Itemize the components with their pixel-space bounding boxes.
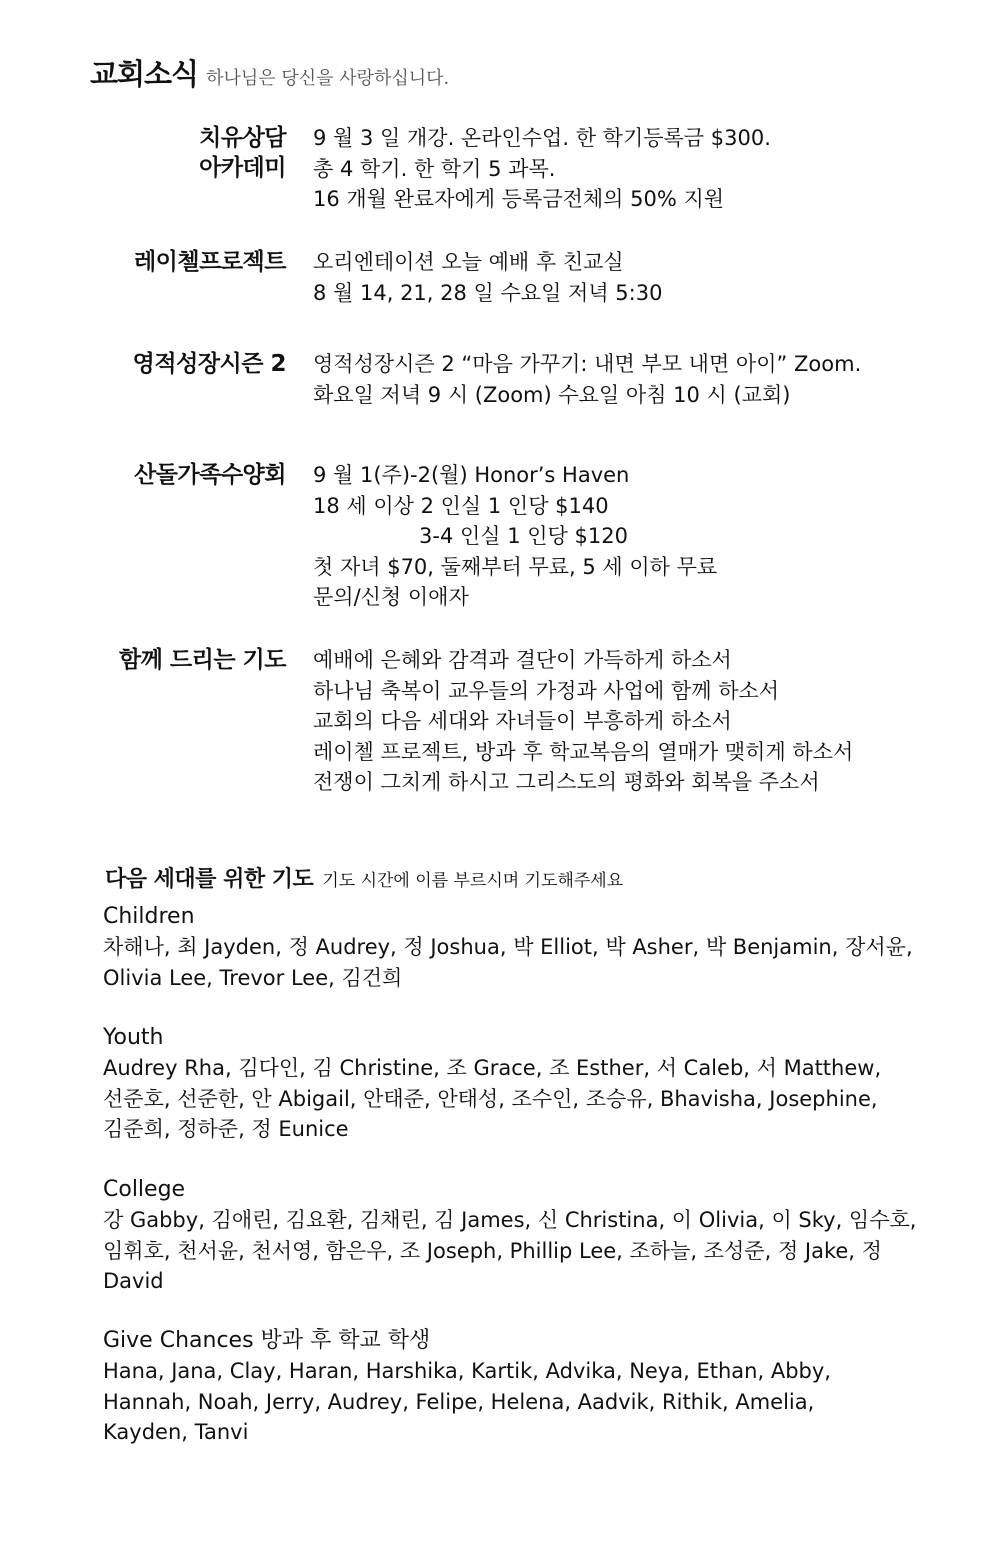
notice-line: 총 4 학기. 한 학기 5 과목. xyxy=(313,156,556,181)
group-title: Children xyxy=(103,904,195,929)
notice-line: 3-4 인실 1 인당 $120 xyxy=(419,524,628,548)
notice-line: 8 월 14, 21, 28 일 수요일 저녁 5:30 xyxy=(313,280,663,305)
notice-line: 레이첼 프로젝트, 방과 후 학교복음의 열매가 맺히게 하소서 xyxy=(313,739,854,764)
notice-label-line: 치유상담 xyxy=(199,125,286,151)
name-line: 임휘호, 천서윤, 천서영, 함은우, 조 Joseph, Phillip Lee, 조하늘, 조성준, 정 Jake, 정 xyxy=(103,1238,882,1263)
group-youth xyxy=(103,1023,953,1145)
notice-line: 하나님 축복이 교우들의 가정과 사업에 함께 하소서 xyxy=(313,678,780,703)
notice-line: 9 월 1(주)-2(월) Honor’s Haven xyxy=(313,463,630,487)
page-subtitle: 하나님은 당신을 사랑하십니다. xyxy=(206,68,450,89)
name-line: Hana, Jana, Clay, Haran, Harshika, Kartik, Advika, Neya, Ethan, Abby, xyxy=(103,1359,831,1383)
notice-body xyxy=(313,349,861,410)
notice-line: 18 세 이상 2 인실 1 인당 $140 xyxy=(313,493,609,518)
next-generation-prayer-header xyxy=(105,862,623,893)
page-title: 교회소식 xyxy=(90,57,199,91)
group-title: Youth xyxy=(103,1025,164,1050)
notice-line: 교회의 다음 세대와 자녀들이 부흥하게 하소서 xyxy=(313,709,732,733)
name-line: Audrey Rha, 김다인, 김 Christine, 조 Grace, 조 Esther, 서 Caleb, 서 Matthew, xyxy=(103,1056,882,1080)
notice-body xyxy=(313,247,662,308)
notice-line: 16 개월 완료자에게 등록금전체의 50% 지원 xyxy=(313,187,725,211)
group-children xyxy=(103,902,953,993)
group-title: College xyxy=(103,1177,186,1202)
section-title: 다음 세대를 위한 기도 xyxy=(105,867,314,892)
name-list xyxy=(103,1356,953,1448)
name-list xyxy=(103,1053,953,1145)
notice-body xyxy=(313,460,717,613)
name-line: David xyxy=(103,1269,164,1293)
group-college xyxy=(103,1175,953,1297)
name-line: Olivia Lee, Trevor Lee, 김건희 xyxy=(103,965,403,990)
notice-label xyxy=(119,645,286,675)
notice-line: 9 월 3 일 개강. 온라인수업. 한 학기등록금 $300. xyxy=(313,126,771,150)
name-list xyxy=(103,932,953,993)
notice-label-line: 레이첼프로젝트 xyxy=(133,249,286,275)
notice-line: 문의/신청 이애자 xyxy=(313,585,469,609)
notice-body xyxy=(313,123,771,215)
notice-label xyxy=(134,460,286,490)
name-line: Kayden, Tanvi xyxy=(103,1420,249,1444)
notice-line: 화요일 저녁 9 시 (Zoom) 수요일 아침 10 시 (교회) xyxy=(313,382,791,407)
name-line: 김준희, 정하준, 정 Eunice xyxy=(103,1117,349,1141)
notice-label-line: 영적성장시즌 2 xyxy=(132,351,286,377)
name-line: 선준호, 선준한, 안 Abigail, 안태준, 안태성, 조수인, 조승유, Bhavisha, Josephine, xyxy=(103,1086,878,1111)
name-line: 차해나, 최 Jayden, 정 Audrey, 정 Joshua, 박 Elliot, 박 Asher, 박 Benjamin, 장서윤, xyxy=(103,935,913,959)
notice-body xyxy=(313,645,853,798)
notice-line: 전쟁이 그치게 하시고 그리스도의 평화와 회복을 주소서 xyxy=(313,770,820,794)
notice-label xyxy=(199,123,286,183)
name-line: 강 Gabby, 김애린, 김요환, 김채린, 김 James, 신 Christina, 이 Olivia, 이 Sky, 임수호, xyxy=(103,1208,917,1232)
notice-label-line: 함께 드리는 기도 xyxy=(118,647,286,673)
notice-label xyxy=(133,349,286,379)
name-list xyxy=(103,1205,953,1297)
notice-line: 첫 자녀 $70, 둘째부터 무료, 5 세 이하 무료 xyxy=(313,554,718,579)
group-give-chances xyxy=(103,1326,953,1448)
notice-label-line: 산돌가족수양회 xyxy=(133,462,286,488)
church-news-header xyxy=(90,52,449,93)
name-line: Hannah, Noah, Jerry, Audrey, Felipe, Helena, Aadvik, Rithik, Amelia, xyxy=(103,1389,815,1414)
notice-label-line: 아카데미 xyxy=(199,155,286,181)
notice-line: 오리엔테이션 오늘 예배 후 친교실 xyxy=(313,250,624,274)
group-title: Give Chances 방과 후 학교 학생 xyxy=(103,1328,431,1353)
notice-label xyxy=(134,247,286,277)
notice-line: 예배에 은혜와 감격과 결단이 가득하게 하소서 xyxy=(313,648,732,672)
section-subtitle: 기도 시간에 이름 부르시며 기도해주세요 xyxy=(322,871,624,891)
notice-line: 영적성장시즌 2 “마음 가꾸기: 내면 부모 내면 아이” Zoom. xyxy=(313,352,862,376)
